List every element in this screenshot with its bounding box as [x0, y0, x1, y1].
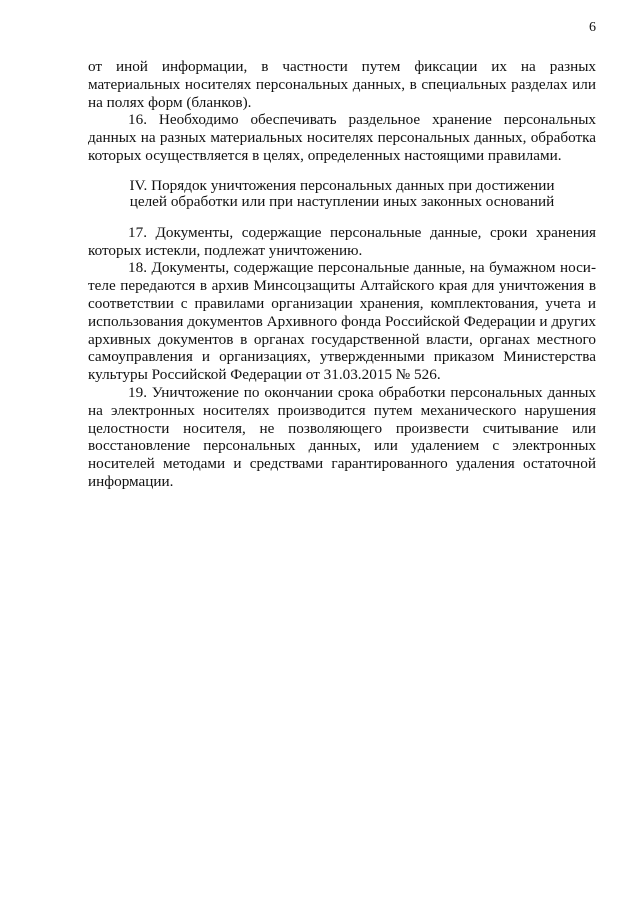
paragraph-continuation: от иной информации, в частности путем фиксации их на разных материальных носителях персональных данных, в специальных разделах или на полях форм (бланков). — [88, 58, 596, 111]
paragraph-17: 17. Документы, содержащие персональные данные, сроки хранения которых истекли, подлежат уничтожению. — [88, 223, 596, 259]
section-heading — [88, 178, 596, 210]
document-body — [88, 58, 596, 491]
paragraph-16: 16. Необходимо обеспечивать раздельное хранение персональных данных на разных материальных носителях персональных данных, обработка которых осуществляется в целях, определенных настоящими правилами. — [88, 111, 596, 164]
page-number: 6 — [589, 20, 596, 35]
section-heading-line-1: IV. Порядок уничтожения персональных данных при достижении — [129, 176, 555, 194]
paragraph-18: 18. Документы, содержащие персональные данные, на бумажном носителе передаются в архив Минсоцзащиты Алтайского края для уничтожения в соответствии с правилами организации хранения, комплектования, учета и использования документов Архивного фонда Российской Федерации и других архивных документов в органах государственной власти, органах местного самоуправления и организациях, утвержденными приказом Министерства культуры Российской Федерации от 31.03.2015 № 526. — [88, 259, 596, 384]
section-heading-line-2: целей обработки или при наступлении иных законных оснований — [129, 192, 555, 210]
paragraph-19: 19. Уничтожение по окончании срока обработки персональных данных на электронных носителях производится путем механического нарушения целостности носителя, не позволяющего произвести считывание или восстановление персональных данных, или удалением с электронных носителей методами и средствами гарантированного удаления остаточной информации. — [88, 383, 596, 490]
